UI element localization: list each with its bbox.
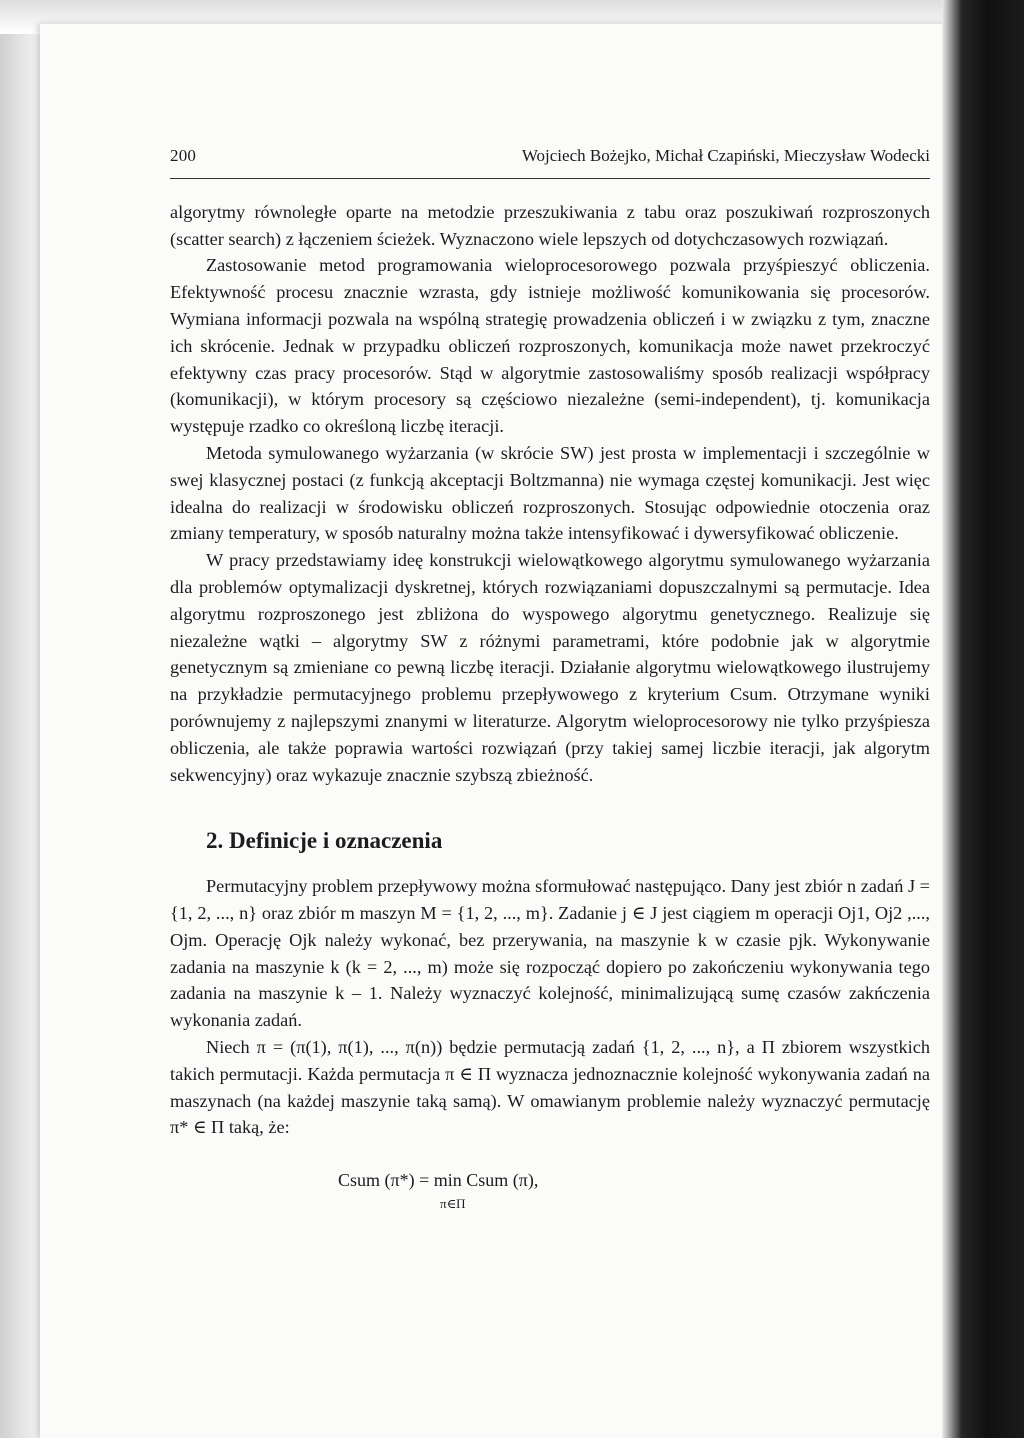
paragraph-5: Permutacyjny problem przepływowy można sformułować następująco. Dany jest zbiór n zadań J = {1, 2, ..., n} oraz zbiór m maszyn M = {1, 2, ..., m}. Zadanie j ∈ J jest ciągiem m operacji Oj1, Oj2 ,..., Ojm. Operację Ojk należy wykonać, bez przerywania, na maszynie k w czasie pjk. Wykonywanie zadania na maszynie k (k = 2, ..., m) może się rozpocząć dopiero po zakończeniu wykonywania tego zadania na maszynie k – 1. Należy wyznaczyć kolejność, minimalizującą sumę czasów zakńczenia wykonania zadań.	[170, 876, 930, 1031]
formula	[338, 1167, 930, 1219]
book-binding	[942, 0, 1024, 1438]
paragraph-2: Zastosowanie metod programowania wieloprocesorowego pozwala przyśpieszyć obliczenia. Efektywność procesu znacznie wzrasta, gdy istnieje możliwość komunikowania się procesorów. Wymiana informacji pozwala na wspólną strategię prowadzenia obliczeń i w związku z tym, znaczne ich skrócenie. Jednak w przypadku obliczeń rozproszonych, komunikacja może nawet przekroczyć efektywny czas pracy procesorów. Stąd w algorytmie zastosowaliśmy sposób realizacji współpracy (komunikacji), w którym procesory są częściowo niezależne (semi-independent), tj. komunikacja występuje rzadko co określoną liczbę iteracji.	[170, 255, 930, 437]
paragraph-6: Niech π = (π(1), π(1), ..., π(n)) będzie permutacją zadań {1, 2, ..., n}, a Π zbiorem wszystkich takich permutacji. Każda permutacja π ∈ Π wyznacza jednoznacznie kolejność wykonywania zadań na maszynach (na każdej maszynie taką samą). W omawianym problemie należy wyznaczyć permutację π* ∈ Π taką, że:	[170, 1036, 930, 1138]
header-authors: Wojciech Bożejko, Michał Czapiński, Mieczysław Wodecki	[521, 146, 930, 165]
formula-min-subscript: π∈Π	[440, 1196, 466, 1212]
paragraph-4: W pracy przedstawiamy ideę konstrukcji wielowątkowego algorytmu symulowanego wyżarzania dla problemów optymalizacji dyskretnej, których rozwiązaniami dopuszczalnymi są permutacje. Idea algorytmu rozproszonego jest zbliżona do wyspowego algorytmu genetycznego. Realizuje się niezależne wątki – algorytmy SW z różnymi parametrami, które podobnie jak w algorytmie genetycznym są zmieniane co pewną liczbę iteracji. Działanie algorytmu wielowątkowego ilustrujemy na przykładzie permutacyjnego problemu przepływowego z kryterium Csum. Otrzymane wyniki porównujemy z najlepszymi znanymi w literaturze. Algorytm wieloprocesorowy nie tylko przyśpiesza obliczenia, ale także poprawia wartości rozwiązań (przy takiej samej liczbie iteracji, jak algorytm sekwencyjny) oraz wykazuje znacznie szybszą zbieżność.	[170, 550, 930, 785]
page-number: 200	[170, 146, 197, 165]
page-content	[170, 143, 930, 1219]
running-header	[170, 143, 930, 179]
section-heading: 2. Definicje i oznaczenia	[206, 828, 443, 854]
paragraph-3: Metoda symulowanego wyżarzania (w skrócie SW) jest prosta w implementacji i szczególnie w swej klasycznej postaci (z funkcją akceptacji Boltzmanna) nie wymaga częstej komunikacji. Jest więc idealna do realizacji w środowisku obliczeń rozproszonych. Stosując odpowiednie otoczenia oraz zmiany temperatury, w sposób naturalny można także intensyfikować i dywersyfikować obliczenie.	[170, 442, 930, 544]
paragraph-1: algorytmy równoległe oparte na metodzie przeszukiwania z tabu oraz poszukiwań rozproszonych (scatter search) z łączeniem ścieżek. Wyznaczono wiele lepszych od dotychczasowych rozwiązań.	[170, 201, 930, 249]
formula-main: Csum (π*) = min Csum (π),	[338, 1170, 539, 1191]
